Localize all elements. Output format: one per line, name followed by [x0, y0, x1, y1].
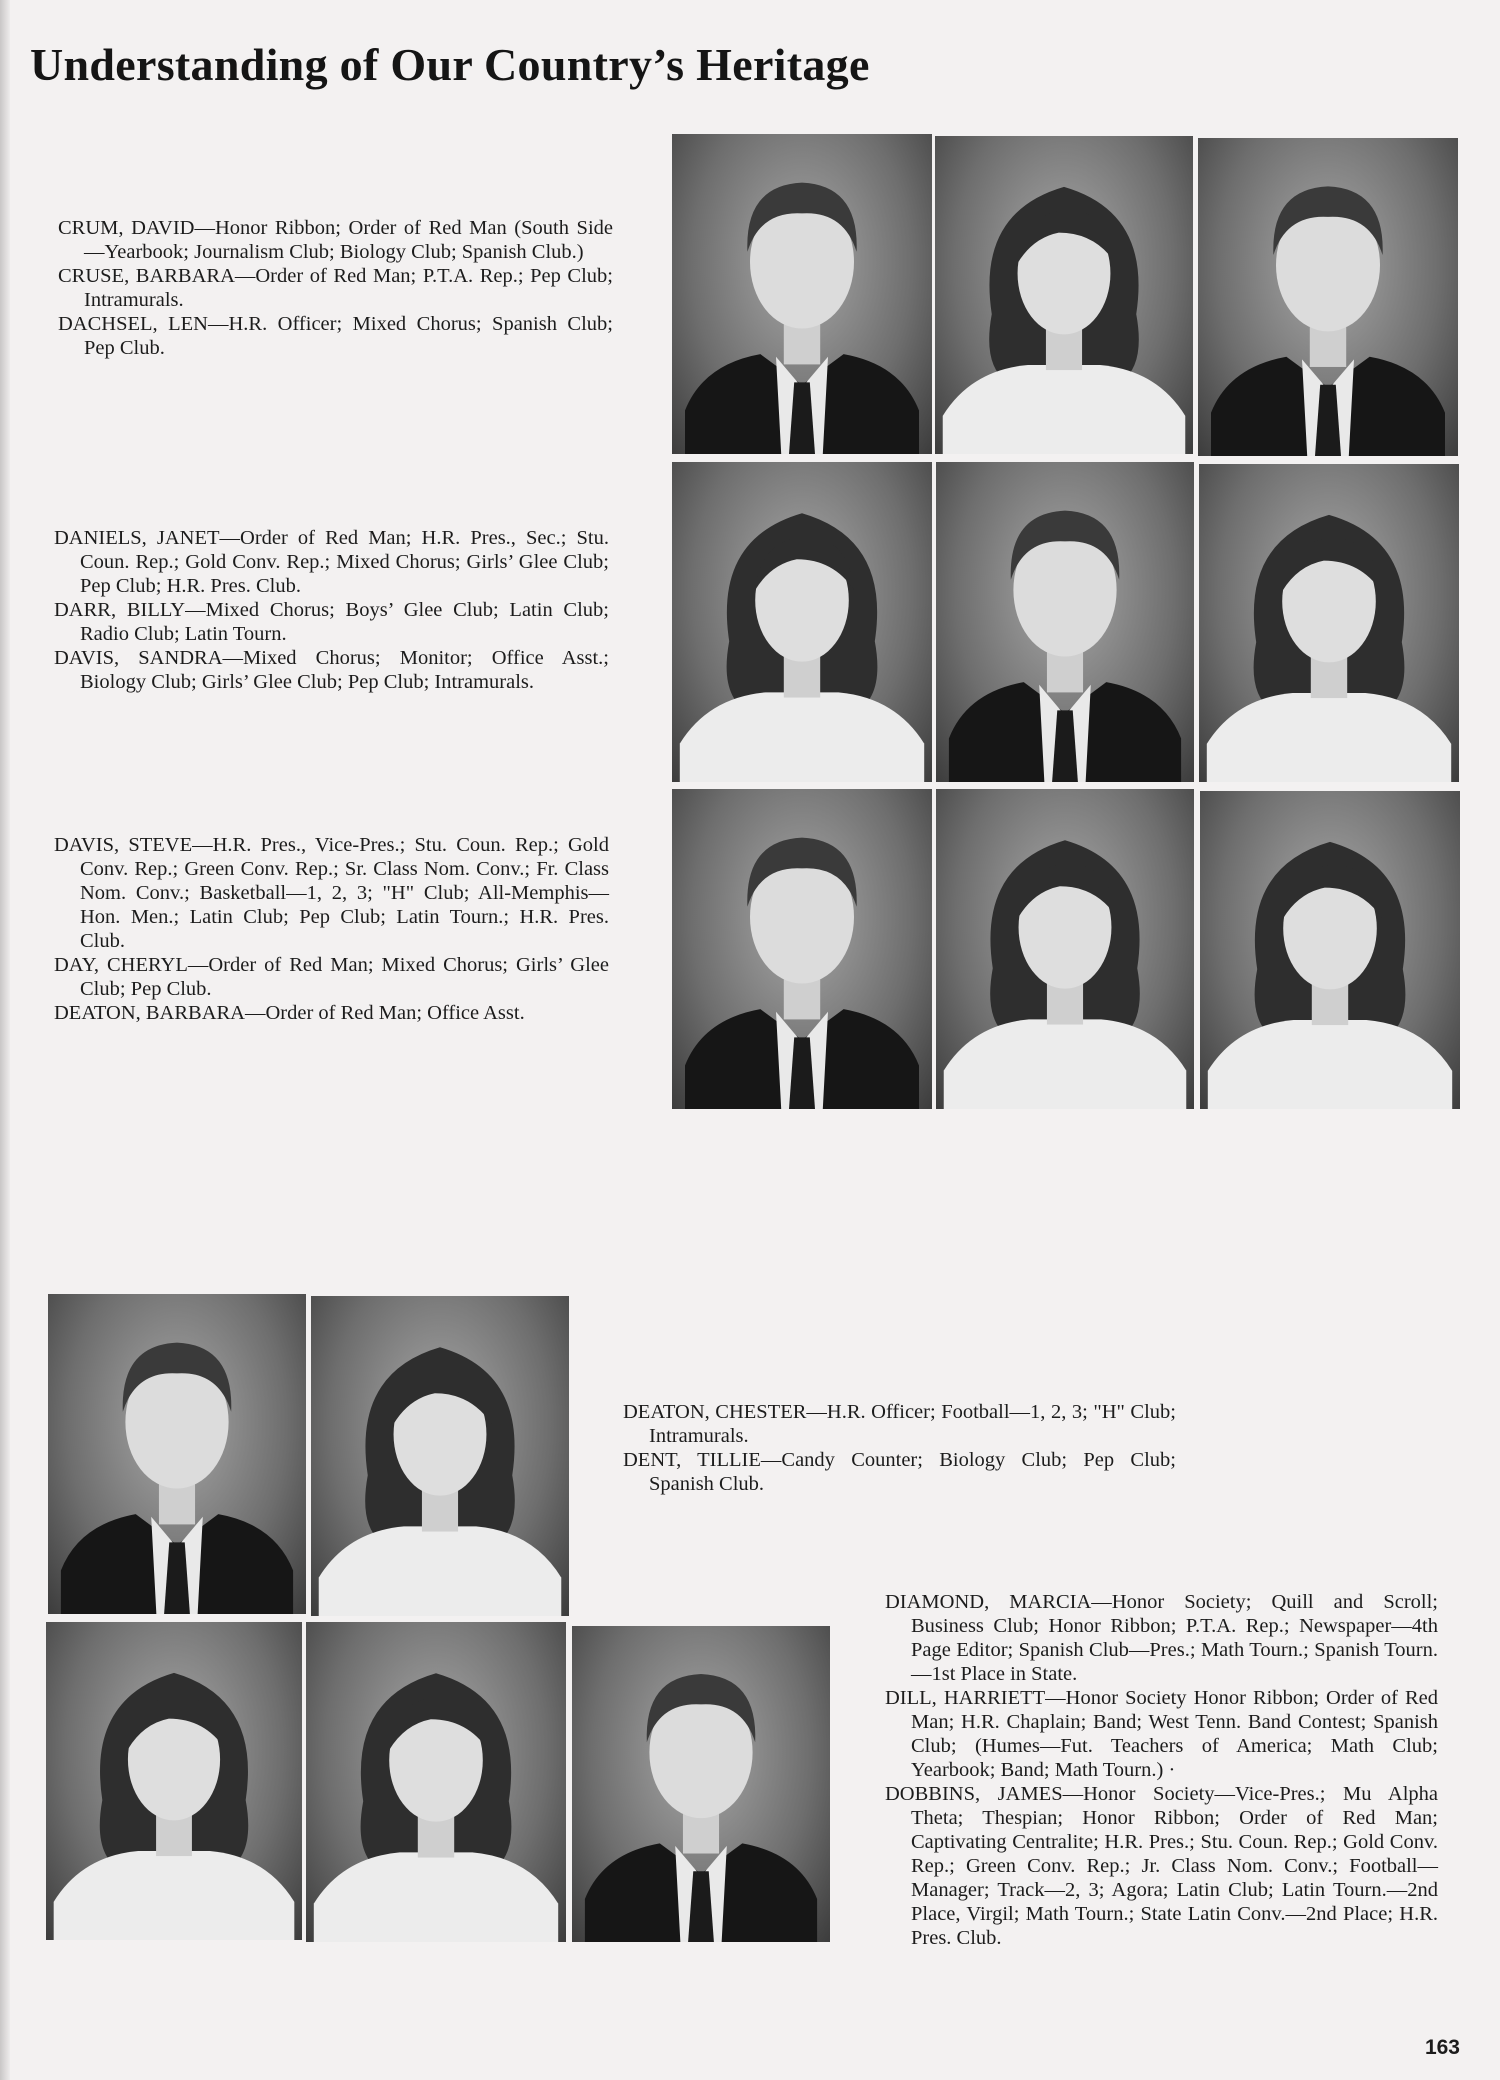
- bio-entry: DACHSEL, LEN—H.R. Officer; Mixed Chorus; Spanish Club; Pep Club.: [58, 313, 613, 359]
- portrait-photo: [311, 1296, 569, 1616]
- bio-entry: DEATON, CHESTER—H.R. Officer; Football—1, 2, 3; "H" Club; Intramurals.: [623, 1401, 1176, 1447]
- portrait-photo: [672, 134, 932, 454]
- page-number: 163: [1424, 2036, 1460, 2059]
- bio-block-3: [54, 833, 609, 1025]
- portrait-photo: [572, 1626, 830, 1942]
- bio-entry: CRUSE, BARBARA—Order of Red Man; P.T.A. Rep.; Pep Club; Intramurals.: [58, 265, 613, 311]
- bio-entry: DANIELS, JANET—Order of Red Man; H.R. Pres., Sec.; Stu. Coun. Rep.; Gold Conv. Rep.; Mixed Chorus; Girls’ Glee Club; Pep Club; H.R. Pres. Club.: [54, 527, 609, 597]
- bio-entry: DARR, BILLY—Mixed Chorus; Boys’ Glee Club; Latin Club; Radio Club; Latin Tourn.: [54, 599, 609, 645]
- bio-block-2: [54, 526, 609, 694]
- portrait-photo: [1198, 138, 1458, 456]
- bio-block-5: [885, 1590, 1438, 1950]
- portrait-photo: [46, 1622, 302, 1940]
- bio-block-4: [623, 1400, 1176, 1496]
- page-binding-edge: [0, 0, 10, 2080]
- bio-entry: DILL, HARRIETT—Honor Society Honor Ribbon; Order of Red Man; H.R. Chaplain; Band; West Tenn. Band Contest; Spanish Club; (Humes—Fut. Teachers of America; Math Club; Yearbook; Band; Math Tourn.) ·: [885, 1687, 1438, 1781]
- portrait-photo: [936, 789, 1194, 1109]
- portrait-photo: [1200, 791, 1460, 1109]
- bio-entry: DAY, CHERYL—Order of Red Man; Mixed Chorus; Girls’ Glee Club; Pep Club.: [54, 954, 609, 1000]
- bio-entry: DOBBINS, JAMES—Honor Society—Vice-Pres.; Mu Alpha Theta; Thespian; Honor Ribbon; Order of Red Man; Captivating Centralite; H.R. Pres.; Stu. Coun. Rep.; Gold Conv. Rep.; Green Conv. Rep.; Jr. Class Nom. Conv.; Football—Manager; Track—2, 3; Agora; Latin Club; Latin Tourn.—2nd Place, Virgil; Math Tourn.; State Latin Conv.—2nd Place; H.R. Pres. Club.: [885, 1783, 1438, 1949]
- portrait-photo: [48, 1294, 306, 1614]
- page-title: Understanding of Our Country’s Heritage: [30, 39, 870, 90]
- portrait-photo: [672, 462, 932, 782]
- portrait-photo: [306, 1622, 566, 1942]
- portrait-photo: [936, 462, 1194, 782]
- bio-entry: DAVIS, STEVE—H.R. Pres., Vice-Pres.; Stu. Coun. Rep.; Gold Conv. Rep.; Green Conv. Rep.; Sr. Class Nom. Conv.; Fr. Class Nom. Conv.; Basketball—1, 2, 3; "H" Club; All-Memphis—Hon. Men.; Latin Club; Pep Club; Latin Tourn.; H.R. Pres. Club.: [54, 834, 609, 952]
- portrait-photo: [935, 136, 1193, 454]
- bio-entry: DAVIS, SANDRA—Mixed Chorus; Monitor; Office Asst.; Biology Club; Girls’ Glee Club; Pep Club; Intramurals.: [54, 647, 609, 693]
- bio-entry: DENT, TILLIE—Candy Counter; Biology Club; Pep Club; Spanish Club.: [623, 1449, 1176, 1495]
- portrait-photo: [1199, 464, 1459, 782]
- portrait-photo: [672, 789, 932, 1109]
- bio-entry: CRUM, DAVID—Honor Ribbon; Order of Red Man (South Side—Yearbook; Journalism Club; Biology Club; Spanish Club.): [58, 217, 613, 263]
- bio-entry: DIAMOND, MARCIA—Honor Society; Quill and Scroll; Business Club; Honor Ribbon; P.T.A. Rep.; Newspaper—4th Page Editor; Spanish Club—Pres.; Math Tourn.; Spanish Tourn.—1st Place in State.: [885, 1591, 1438, 1685]
- bio-entry: DEATON, BARBARA—Order of Red Man; Office Asst.: [54, 1002, 525, 1024]
- bio-block-1: [58, 216, 613, 360]
